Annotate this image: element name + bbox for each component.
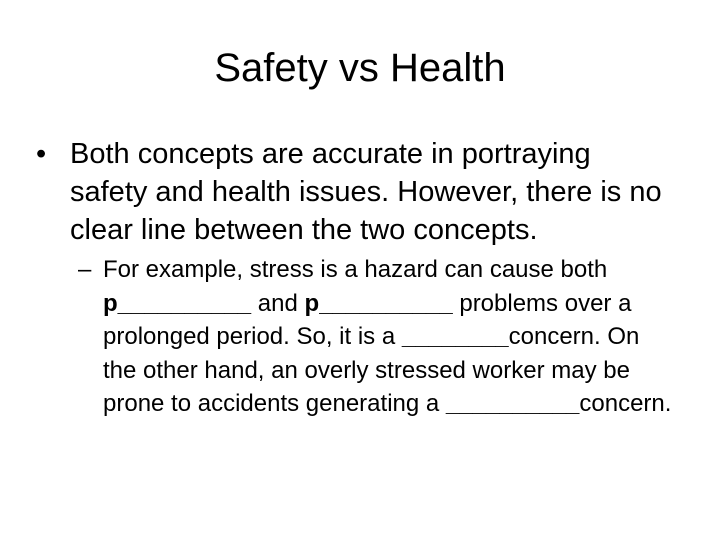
text-segment: and bbox=[251, 289, 305, 317]
fill-in-blank: p__________ bbox=[304, 289, 453, 317]
bullet-level-2 bbox=[78, 253, 678, 421]
sub-bullet-marker: – bbox=[78, 256, 92, 283]
bullet-marker: • bbox=[36, 138, 47, 170]
slide-title: Safety vs Health bbox=[214, 46, 506, 90]
text-segment: concern. bbox=[579, 390, 672, 417]
text-segment: concern. On the other hand, an overly stressed worker may be prone to accidents generating a bbox=[103, 323, 640, 417]
fill-in-blank: ________ bbox=[401, 323, 509, 350]
text-segment: problems over a prolonged period. So, it is a bbox=[103, 289, 632, 350]
bullet-text: Both concepts are accurate in portraying safety and health issues. However, there is no clear line between the two concepts. bbox=[70, 138, 662, 246]
bullet-level-1 bbox=[36, 135, 676, 249]
text-segment: For example, stress is a hazard can cause both bbox=[103, 256, 608, 283]
fill-in-blank: __________ bbox=[445, 390, 580, 417]
fill-in-blank: p__________ bbox=[103, 289, 252, 317]
sub-bullet-text bbox=[103, 253, 678, 421]
